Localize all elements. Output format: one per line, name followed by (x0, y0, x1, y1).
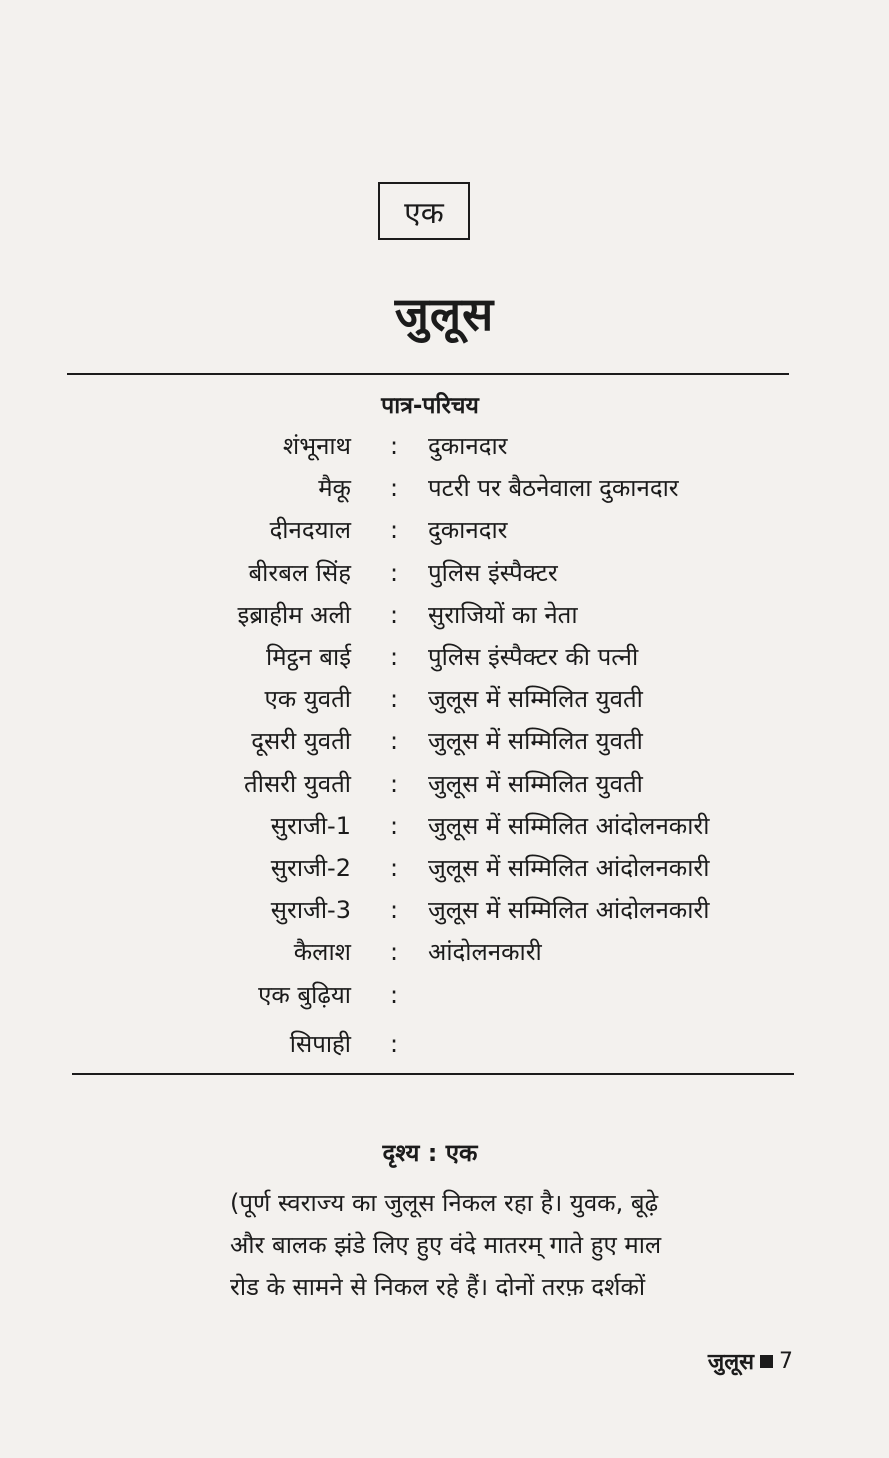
cast-name: दूसरी युवती (251, 727, 351, 755)
cast-row (0, 1024, 889, 1064)
chapter-title: जुलूस (394, 287, 495, 341)
cast-row (0, 679, 889, 719)
cast-name: मिट्ठन बाई (266, 643, 351, 671)
cast-row (0, 637, 889, 677)
cast-row (0, 932, 889, 972)
cast-separator: : (390, 770, 399, 798)
cast-separator: : (390, 981, 399, 1009)
cast-row (0, 721, 889, 761)
bottom-divider (72, 1073, 794, 1075)
cast-name: सुराजी-2 (270, 854, 351, 882)
cast-role: दुकानदार (428, 432, 508, 460)
cast-name: शंभूनाथ (282, 432, 351, 460)
cast-separator: : (390, 896, 399, 924)
paragraph-line: रोड के सामने से निकल रहे हैं। दोनों तरफ़ दर्शकों (230, 1273, 646, 1301)
cast-name: सुराजी-1 (270, 812, 351, 840)
cast-row (0, 890, 889, 930)
cast-role: जुलूस में सम्मिलित युवती (428, 727, 643, 755)
stage-direction-paragraph (230, 1182, 796, 1308)
cast-separator: : (390, 727, 399, 755)
cast-role: जुलूस में सम्मिलित युवती (428, 770, 643, 798)
cast-separator: : (390, 474, 399, 502)
cast-row (0, 595, 889, 635)
cast-separator: : (390, 812, 399, 840)
cast-name: तीसरी युवती (244, 770, 351, 798)
cast-name: सिपाही (289, 1030, 351, 1058)
cast-separator: : (390, 1030, 399, 1058)
cast-row (0, 806, 889, 846)
footer-title: जुलूस (707, 1350, 754, 1375)
cast-row (0, 510, 889, 550)
cast-name: इब्राहीम अली (237, 601, 351, 629)
chapter-label: एक (404, 195, 444, 231)
cast-row (0, 848, 889, 888)
cast-role: दुकानदार (428, 516, 508, 544)
paragraph-line: (पूर्ण स्वराज्य का जुलूस निकल रहा है। युवक, बूढ़े (230, 1189, 659, 1217)
scene-heading: दृश्य : एक (382, 1139, 478, 1167)
cast-role: जुलूस में सम्मिलित युवती (428, 685, 643, 713)
cast-role: जुलूस में सम्मिलित आंदोलनकारी (428, 812, 710, 840)
cast-name: एक बुढ़िया (258, 981, 351, 1009)
cast-row (0, 426, 889, 466)
cast-heading: पात्र-परिचय (381, 393, 479, 419)
cast-separator: : (390, 559, 399, 587)
cast-name: दीनदयाल (269, 516, 351, 544)
cast-role: आंदोलनकारी (428, 938, 542, 966)
cast-separator: : (390, 685, 399, 713)
cast-separator: : (390, 601, 399, 629)
cast-name: बीरबल सिंह (248, 559, 351, 587)
cast-separator: : (390, 938, 399, 966)
top-divider (67, 373, 789, 375)
cast-row (0, 553, 889, 593)
cast-name: एक युवती (264, 685, 351, 713)
cast-role: पुलिस इंस्पैक्टर की पत्नी (428, 643, 639, 671)
cast-name: सुराजी-3 (270, 896, 351, 924)
paragraph-line: और बालक झंडे लिए हुए वंदे मातरम् गाते हुए माल (230, 1231, 662, 1259)
cast-role: पुलिस इंस्पैक्टर (428, 559, 558, 587)
cast-separator: : (390, 643, 399, 671)
square-bullet-icon (760, 1355, 773, 1368)
cast-row (0, 975, 889, 1015)
cast-separator: : (390, 516, 399, 544)
cast-row (0, 468, 889, 508)
cast-role: जुलूस में सम्मिलित आंदोलनकारी (428, 896, 710, 924)
cast-role: सुराजियों का नेता (428, 601, 578, 629)
cast-name: कैलाश (293, 938, 351, 966)
page-footer (708, 1346, 793, 1376)
cast-role: पटरी पर बैठनेवाला दुकानदार (428, 474, 679, 502)
cast-separator: : (390, 854, 399, 882)
cast-row (0, 764, 889, 804)
cast-name: मैकू (318, 474, 351, 502)
cast-role: जुलूस में सम्मिलित आंदोलनकारी (428, 854, 710, 882)
cast-separator: : (390, 432, 399, 460)
chapter-number-box (378, 182, 470, 240)
page-number: 7 (779, 1348, 793, 1374)
